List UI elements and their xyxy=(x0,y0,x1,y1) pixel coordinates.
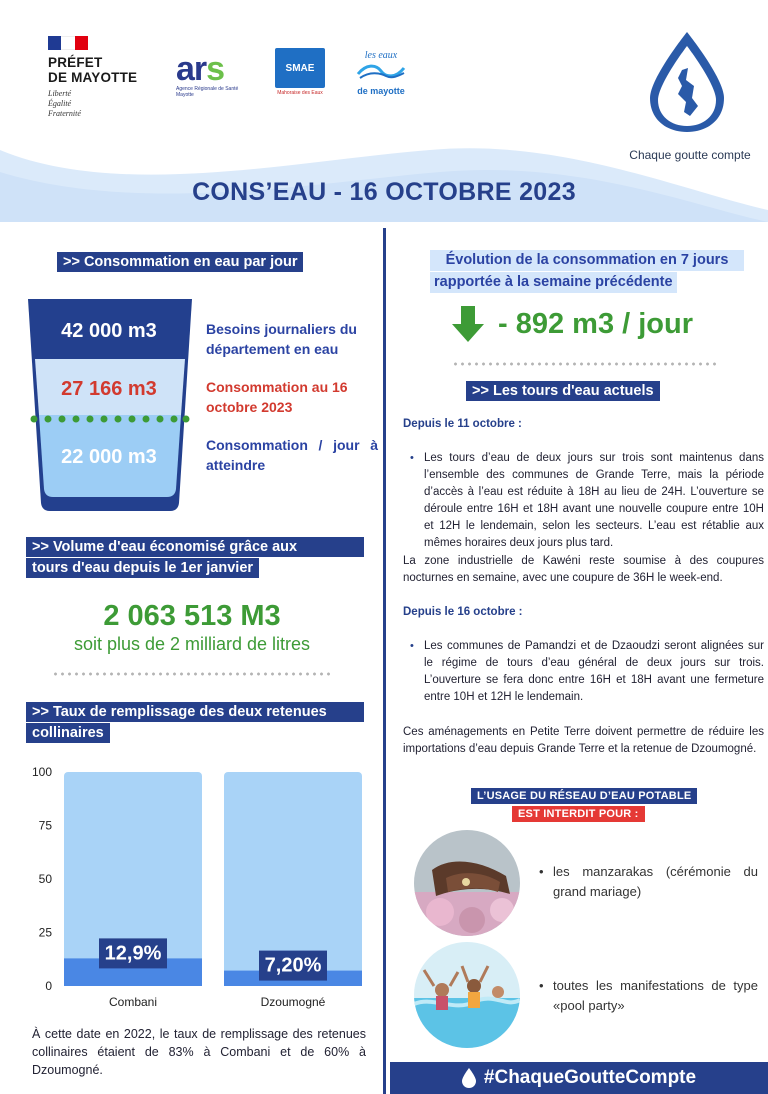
manzaraka-photo xyxy=(414,830,520,936)
ban-item-1: • les manzarakas (cérémonie du grand mariage) xyxy=(539,864,758,899)
current-consumption-label: Consommation au 16 octobre 2023 xyxy=(206,379,348,415)
tours-paragraph-1: La zone industrielle de Kawéni reste soumise à des coupures nocturnes en semaine, avec une coupure de 36H le week-end. xyxy=(403,555,764,584)
current-consumption-value: 27 166 m3 xyxy=(61,378,157,400)
saved-volume-subtext: soit plus de 2 milliard de litres xyxy=(73,634,311,654)
target-label: Consommation / jour à atteindre xyxy=(206,437,378,473)
category-label: Dzoumogné xyxy=(260,995,326,1009)
water-drop-icon xyxy=(462,1068,476,1088)
reservoir-fill-chart xyxy=(24,764,372,1014)
y-tick-label: 75 xyxy=(38,818,52,833)
prefet-motto: Liberté Égalité Fraternité xyxy=(48,89,81,118)
consumption-heading: >> Consommation en eau par jour xyxy=(57,252,303,272)
saved-volume-value: 2 063 513 M3 xyxy=(103,600,281,632)
dotted-threshold-line xyxy=(30,414,190,424)
slogan: Chaque goutte compte xyxy=(629,148,751,162)
target-value: 22 000 m3 xyxy=(61,446,157,468)
prefet-logo xyxy=(48,36,158,119)
evolution-heading-line1: Évolution de la consommation en 7 jours xyxy=(430,250,744,271)
footer-hashtag-bar xyxy=(390,1062,768,1094)
y-tick-label: 50 xyxy=(38,872,52,886)
dotted-separator-right xyxy=(452,362,718,366)
reservoirs-heading-line2: collinaires xyxy=(26,723,110,743)
french-flag-icon xyxy=(48,36,88,50)
prefet-title-line2: DE MAYOTTE xyxy=(48,70,138,85)
prefet-title-line1: PRÉFET xyxy=(48,55,103,70)
category-label: Combani xyxy=(108,995,158,1009)
smae-logo: SMAE Mahoraise des Eaux xyxy=(272,48,328,96)
need-label: Besoins journaliers du département en eau xyxy=(206,321,357,357)
bullet-icon: • xyxy=(410,452,414,464)
header xyxy=(0,0,768,222)
tours-heading: >> Les tours d'eau actuels xyxy=(466,381,660,401)
page-title: CONS’EAU - 16 OCTOBRE 2023 xyxy=(192,178,576,206)
saved-heading-line2: tours d'eau depuis le 1er janvier xyxy=(26,558,259,578)
consumption-delta: - 892 m3 / jour xyxy=(498,308,694,340)
dotted-separator xyxy=(52,672,332,676)
evolution-heading-line2: rapportée à la semaine précédente xyxy=(430,272,677,293)
tours-paragraph-2: Ces aménagements en Petite Terre doivent permettre de réduire les importations d’eau depuis Grande Terre et la retenue de Dzoumogné. xyxy=(403,726,764,755)
usage-title: L’USAGE DU RÉSEAU D’EAU POTABLE xyxy=(471,788,697,804)
pool-party-photo xyxy=(414,942,520,1048)
tours-date-2: Depuis le 16 octobre : xyxy=(403,606,523,618)
data-label: 12,9% xyxy=(104,942,162,965)
eaux-de-mayotte-logo: les eaux de mayotte xyxy=(357,50,405,96)
bullet-icon: • xyxy=(539,978,544,993)
bullet-icon: • xyxy=(539,864,544,879)
reservoirs-2022-note: À cette date en 2022, le taux de remplissage des retenues collinaires étaient de 83% à Combani et de 60% à Dzoumogné. xyxy=(32,1027,366,1077)
y-tick-label: 100 xyxy=(31,765,52,779)
tours-bullet-1: • Les tours d’eau de deux jours sur trois sont maintenus dans l’ensemble des communes de Grande Terre, mais la période d’accès à l’eau est réduite à 18H au lieu de 24H. L’ouverture se déroule entre 16H et 18H avant une nouvelle coupure entre 10H et 12H le lendemain, selon les secteurs. L’eau est rétablie aux mêmes horaires deux jours plus tard. xyxy=(410,452,764,549)
usage-subtitle: EST INTERDIT POUR : xyxy=(512,806,645,822)
need-value: 42 000 m3 xyxy=(61,320,157,342)
column-divider xyxy=(383,228,386,1094)
ban-item-2: • toutes les manifestations de type «pool party» xyxy=(539,978,758,1013)
saved-heading-line1: >> Volume d'eau économisé grâce aux xyxy=(26,537,364,557)
tours-date-1: Depuis le 11 octobre : xyxy=(403,418,522,430)
y-tick-label: 25 xyxy=(38,925,52,940)
tours-bullet-2: • Les communes de Pamandzi et de Dzaoudzi seront alignées sur le régime de tours d’eau général de deux jours sur trois. L’ouverture se fera donc entre 16H et 18H avant une fermeture entre 10H et 12H le lendemain. xyxy=(410,640,764,703)
footer-hashtag: #ChaqueGoutteCompte xyxy=(483,1067,697,1088)
data-label: 7,20% xyxy=(264,954,322,977)
y-tick-label: 0 xyxy=(45,979,52,993)
reservoirs-heading-line1: >> Taux de remplissage des deux retenues xyxy=(26,702,364,722)
arrow-down-icon xyxy=(452,306,484,342)
water-drop-logo-icon xyxy=(642,28,732,136)
wave-icon xyxy=(356,62,406,80)
bullet-icon: • xyxy=(410,640,414,652)
ars-logo: ars Agence Régionale de Santé Mayotte xyxy=(176,50,239,98)
